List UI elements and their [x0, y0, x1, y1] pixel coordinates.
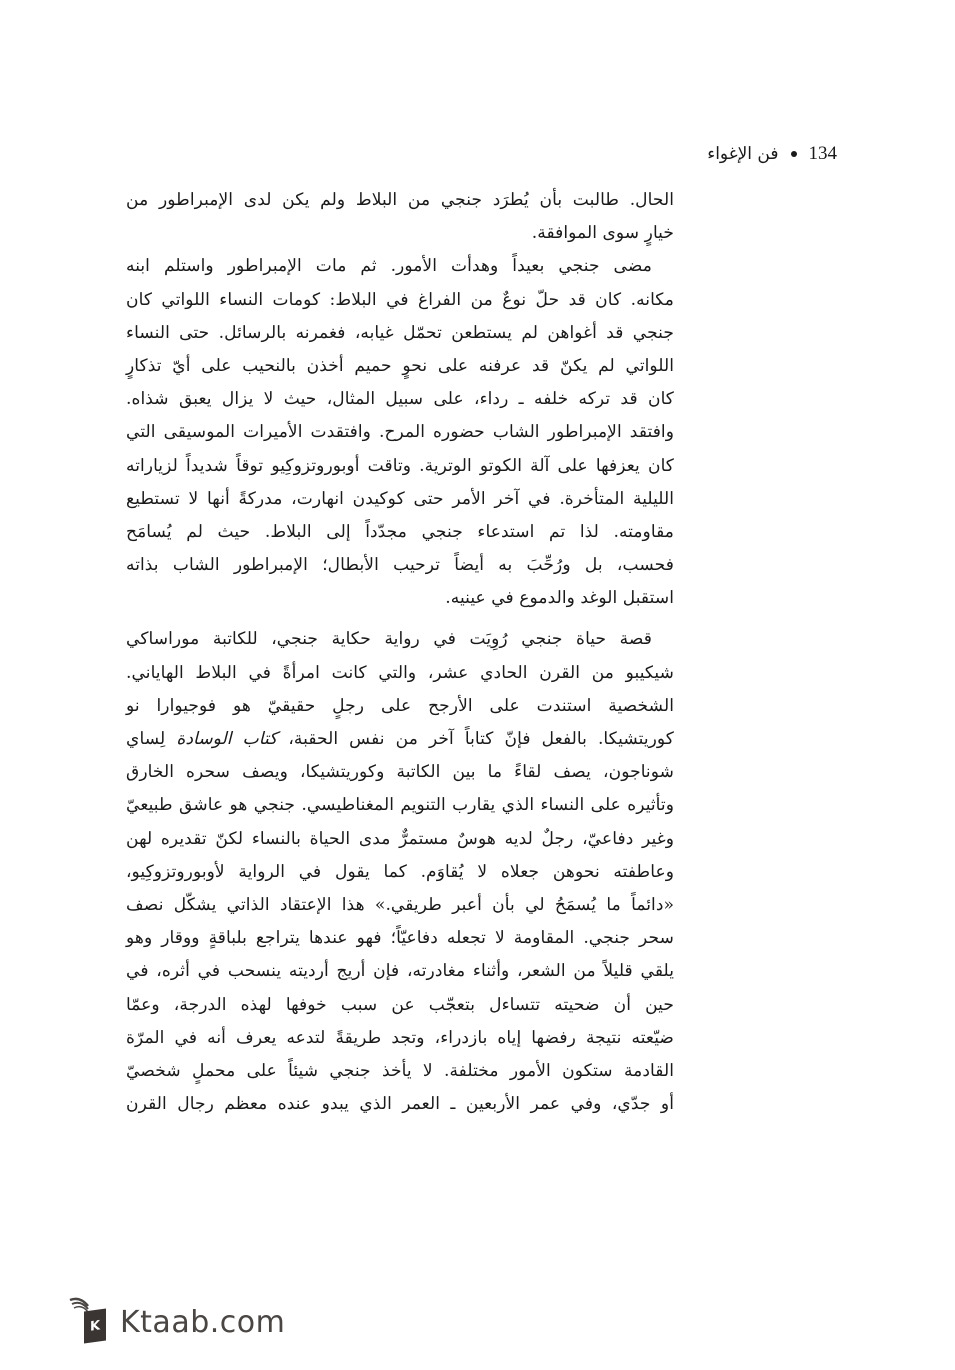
book-title-italic: كتاب الوسادة [176, 729, 278, 749]
text-line: يلقي قليلاً من الشعر، وأثناء مغادرته، فإن أريج أرديته ينسحب في أثره، في [126, 961, 674, 982]
text-line: سحر جنجي. المقاومة لا تجعله دفاعيّاً؛ فهو عندها يتراجع بلباقةٍ ووقار وهو [126, 928, 674, 949]
bullet-separator [791, 151, 797, 157]
text-line: شوناجون، يصف لقاءً ما بين الكاتبة وكوريتشيكا، ويصف سحره الخارق [126, 762, 674, 783]
page-body [126, 184, 674, 1121]
text-line: الحال. طالبت بأن يُطرَد جنجي من البلاط ولم يكن لدى الإمبراطور من [126, 190, 674, 210]
text-fragment: لِساي [126, 729, 177, 749]
text-line: الشخصية استندت على الأرجح على رجلٍ حقيقيّ هو فوجيوارا نو [126, 695, 674, 716]
ktaab-logo[interactable] [68, 1296, 285, 1348]
text-line: الليلية المتأخرة. في آخر الأمر حتى كوكيدن انهارت، مدركةً أنها لا تستطيع [126, 488, 674, 509]
text-line: القادمة ستكون الأمور مختلفة. لا يأخذ جنجي شيئاً على محملٍ شخصيّ [126, 1060, 674, 1081]
text-line: وافتقد الإمبراطور الشاب حضوره المرح. وافتقدت الأميرات الموسيقى التي [126, 422, 674, 443]
book-k-icon: K [84, 1308, 106, 1343]
text-line: «دائماً ما يُسمَحُ لي بأن أعبر طريقي.» هذا الإعتقاد الذاتي يشكّل نصف [126, 894, 674, 915]
site-name: Ktaab.com [120, 1304, 286, 1340]
text-line: مضى جنجي بعيداً وهدأت الأمور. ثم مات الإمبراطور واستلم ابنه [126, 256, 652, 277]
paragraph-3 [126, 623, 674, 1121]
paragraph-gap [126, 615, 674, 623]
text-line: استقبل الوغد والدموع في عينيه. [445, 588, 674, 609]
text-line: وغير دفاعيّ، رجلٌ لديه هوسٌ مستمرٌّ مدى الحياة بالنساء لكنّ تقديره لهن [126, 828, 674, 849]
text-line: وعاطفته نحوهن جعلاه لا يُقاوَم. كما يقول في الرواية لأوبوروتزوكِيو، [126, 861, 674, 882]
text-line: خيارٍ سوى الموافقة. [531, 223, 674, 244]
text-line: اللواتي لم يكنّ قد عرفنه على نحوٍ حميم أخذن بالنحيب على أيّ تذكارٍ [126, 355, 674, 376]
text-line: قصة حياة جنجي رُوِيَت في رواية حكاية جنجي، للكاتبة موراساكي [126, 629, 652, 650]
text-line: مقاومته. لذا تم استدعاء جنجي مجدّداً إلى البلاط. حيث لم يُسامَح [126, 521, 674, 542]
paragraph-1 [126, 184, 674, 250]
text-line: أو جدّي، وفي عمر الأربعين ـ العمر الذي يبدو عنده معظم رجال القرن [126, 1094, 674, 1115]
running-head [707, 143, 837, 165]
text-line: فحسب، بل ورُحِّبَ به أيضاً ترحيب الأبطال؛ الإمبراطور الشاب بذاته [126, 555, 674, 576]
text-line: شيكيبو من القرن الحادي عشر، والتي كانت امرأةً في البلاط الهاياني. [126, 662, 674, 683]
paragraph-2 [126, 250, 674, 615]
page-number: 134 [808, 143, 837, 164]
text-line: كان قد تركه خلفه ـ رداء، على سبيل المثال، حيث لا يزال يعبق شذاه. [126, 389, 674, 410]
text-line: وتأثيره على النساء الذي يقارب التنويم المغناطيسي. جنجي هو عاشق طبيعيّ [126, 795, 674, 816]
text-line: مكانه. كان قد حلّ نوعٌ من الفراغ في البلاط: كومات النساء اللواتي كان [126, 289, 674, 310]
text-fragment: كوريتشيكا. بالفعل فإنّ كتاباً آخر من نفس الحقبة، [277, 729, 674, 749]
text-line: ضيّعته نتيجة رفضها إياه بازدراء، وتجد طريقةً لتدعه يعرف أنه في المرّة [126, 1027, 674, 1048]
text-line: جنجي قد أغواهن لم يستطعن تحمّل غيابه، فغمرنه بالرسائل. حتى النساء [126, 322, 674, 343]
book-title: فن الإغواء [707, 144, 779, 164]
text-line-with-book-title [126, 723, 674, 756]
text-line: كان يعزفها على آلة الكوتو الوترية. وتاقت أوبوروتزوكِيو توقاً شديداً لزياراته [126, 455, 674, 476]
book-logo-icon [68, 1296, 110, 1348]
text-line: حين أن ضحيته تتساءل بتعجّب عن سبب خوفها لهذه الدرجة، وعمّا [126, 994, 674, 1015]
